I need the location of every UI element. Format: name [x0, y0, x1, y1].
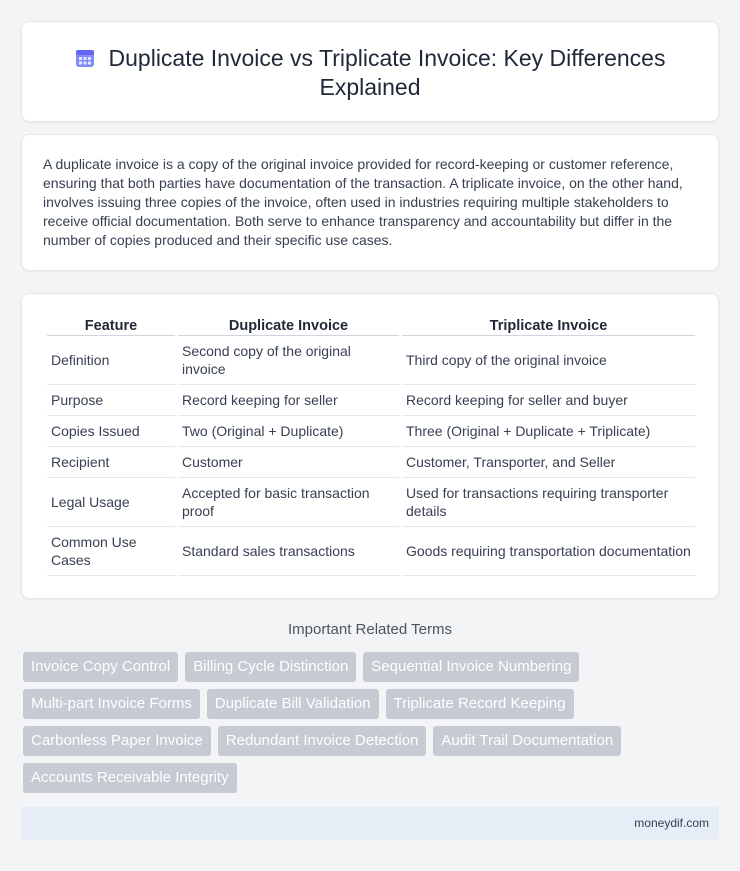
table-header-row [47, 316, 695, 336]
related-terms-list [23, 652, 723, 800]
table-cell: Definition [47, 336, 175, 385]
tag-sequential-invoice-numbering[interactable]: Sequential Invoice Numbering [363, 652, 579, 682]
table-cell: Three (Original + Duplicate + Triplicate) [402, 416, 695, 447]
footer-site[interactable]: moneydif.com [634, 816, 709, 830]
comparison-card [21, 293, 719, 599]
table-row [47, 478, 695, 527]
table-cell: Used for transactions requiring transporter details [402, 478, 695, 527]
table-cell: Common Use Cases [47, 527, 175, 576]
title-card [21, 21, 719, 122]
table-cell: Goods requiring transportation documentation [402, 527, 695, 576]
table-row [47, 527, 695, 576]
tag-triplicate-record-keeping[interactable]: Triplicate Record Keeping [386, 689, 574, 719]
tag-row [23, 726, 723, 756]
tag-invoice-copy-control[interactable]: Invoice Copy Control [23, 652, 178, 682]
header-triplicate: Triplicate Invoice [402, 316, 695, 336]
table-cell: Customer, Transporter, and Seller [402, 447, 695, 478]
table-cell: Copies Issued [47, 416, 175, 447]
table-row [47, 336, 695, 385]
table-cell: Legal Usage [47, 478, 175, 527]
table-row [47, 385, 695, 416]
tag-audit-trail-documentation[interactable]: Audit Trail Documentation [433, 726, 621, 756]
tag-row [23, 652, 723, 682]
tag-row [23, 689, 723, 719]
description-card [21, 134, 719, 271]
table-cell: Purpose [47, 385, 175, 416]
table-cell: Recipient [47, 447, 175, 478]
tag-accounts-receivable-integrity[interactable]: Accounts Receivable Integrity [23, 763, 237, 793]
tag-duplicate-bill-validation[interactable]: Duplicate Bill Validation [207, 689, 379, 719]
footer [21, 807, 719, 840]
tag-billing-cycle-distinction[interactable]: Billing Cycle Distinction [185, 652, 356, 682]
tag-multi-part-invoice-forms[interactable]: Multi-part Invoice Forms [23, 689, 200, 719]
page-title [22, 44, 718, 102]
table-cell: Third copy of the original invoice [402, 336, 695, 385]
table-cell: Accepted for basic transaction proof [178, 478, 399, 527]
tag-carbonless-paper-invoice[interactable]: Carbonless Paper Invoice [23, 726, 211, 756]
header-duplicate: Duplicate Invoice [178, 316, 399, 336]
table-cell: Second copy of the original invoice [178, 336, 399, 385]
tag-redundant-invoice-detection[interactable]: Redundant Invoice Detection [218, 726, 427, 756]
comparison-table [44, 316, 698, 576]
table-cell: Standard sales transactions [178, 527, 399, 576]
calendar-icon [75, 48, 95, 68]
page-title-text: Duplicate Invoice vs Triplicate Invoice: Key Differences Explained [108, 45, 666, 100]
table-cell: Two (Original + Duplicate) [178, 416, 399, 447]
table-cell: Customer [178, 447, 399, 478]
related-terms-title: Important Related Terms [288, 621, 452, 638]
description-text: A duplicate invoice is a copy of the original invoice provided for record-keeping or customer reference, ensuring that both parties have documentation of the transaction. A triplicate invoice, on the other hand, involves issuing three copies of the invoice, often used in industries requiring multiple stakeholders to receive official documentation. Both serve to enhance transparency and accountability but differ in the number of copies produced and their specific use cases. [43, 156, 683, 248]
tag-row [23, 763, 723, 793]
table-row [47, 447, 695, 478]
header-feature: Feature [47, 316, 175, 336]
table-row [47, 416, 695, 447]
table-cell: Record keeping for seller and buyer [402, 385, 695, 416]
table-cell: Record keeping for seller [178, 385, 399, 416]
